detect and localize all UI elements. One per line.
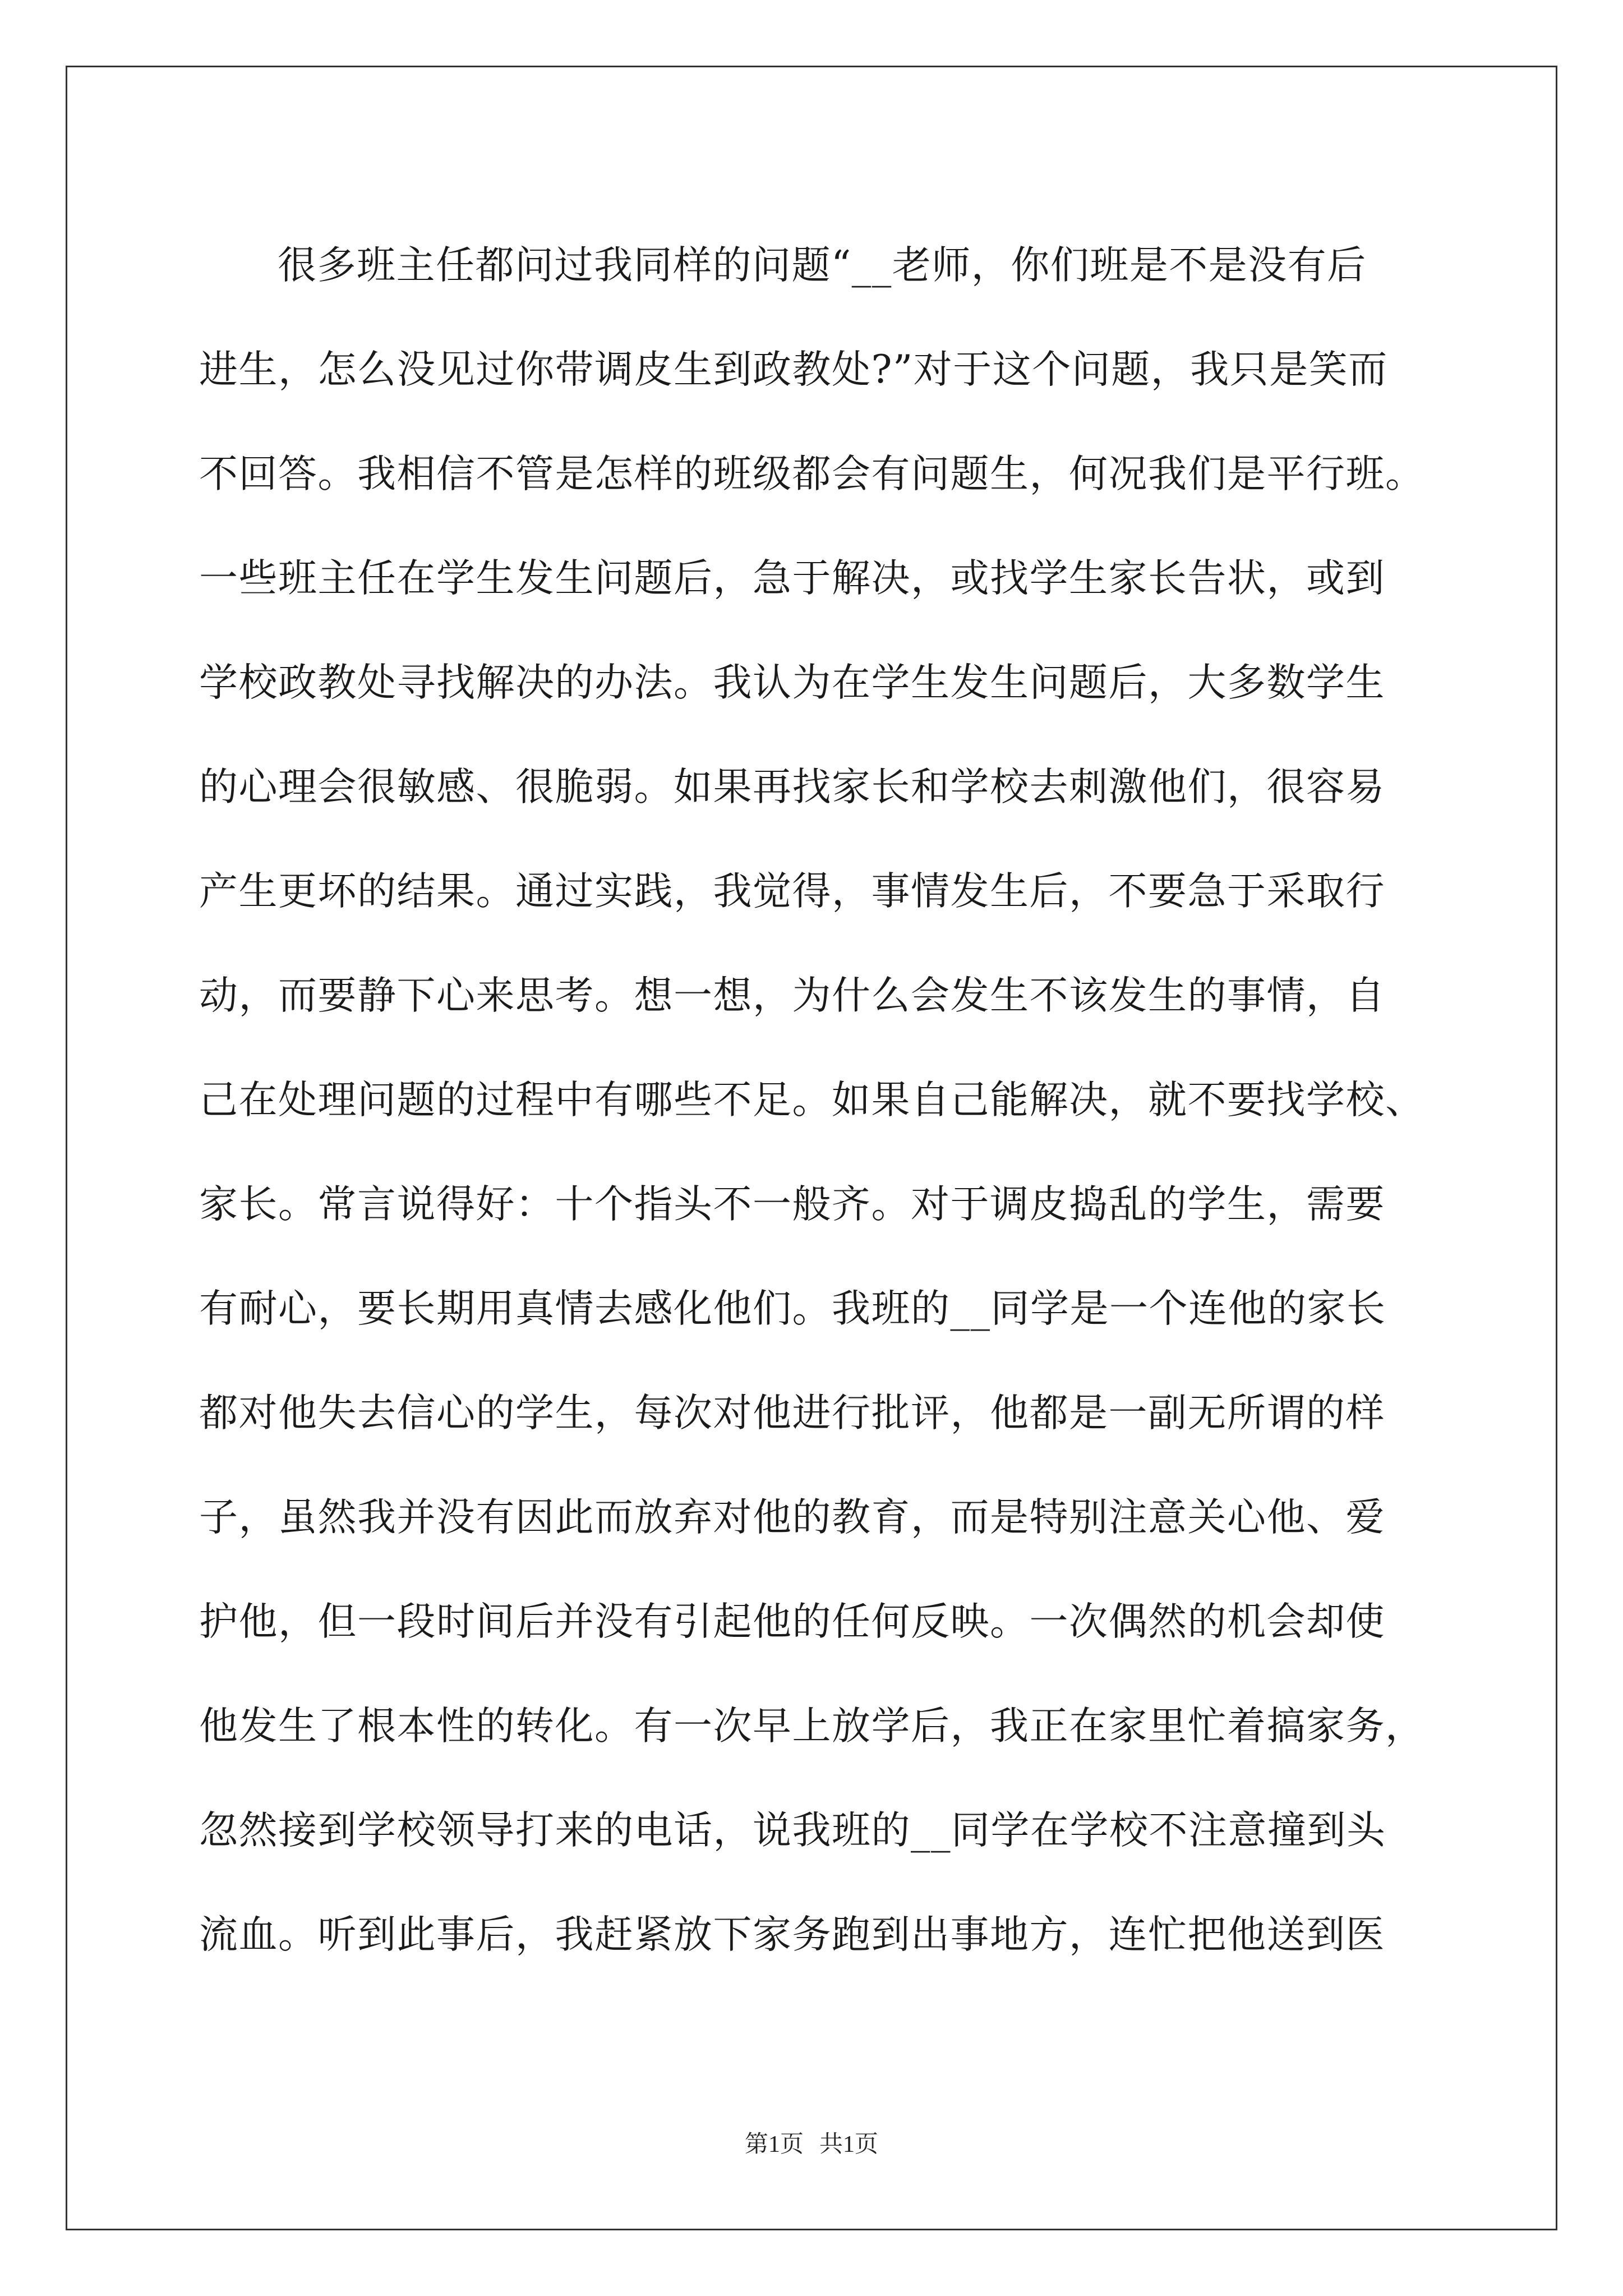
page-total: 共1页	[819, 2132, 879, 2157]
text-line-15: 他发生了根本性的转化。有一次早上放学后，我正在家里忙着搞家务，	[199, 1704, 1425, 1749]
text-line-16: 忽然接到学校领导打来的电话，说我班的__同学在学校不注意撞到头	[199, 1808, 1386, 1853]
text-line-12: 都对他失去信心的学生，每次对他进行批评，他都是一副无所谓的样	[199, 1391, 1385, 1435]
text-line-4: 一些班主任在学生发生问题后，急于解决，或找学生家长告状，或到	[199, 556, 1385, 601]
text-line-2: 进生，怎么没见过你带调皮生到政教处?”对于这个问题，我只是笑而	[199, 347, 1388, 392]
text-line-17: 流血。听到此事后，我赶紧放下家务跑到出事地方，连忙把他送到医	[199, 1912, 1385, 1957]
text-line-10: 家长。常言说得好：十个指头不一般齐。对于调皮捣乱的学生，需要	[199, 1182, 1385, 1227]
document-body	[199, 213, 1427, 1987]
text-line-9: 己在处理问题的过程中有哪些不足。如果自己能解决，就不要找学校、	[199, 1078, 1425, 1122]
text-line-11: 有耐心，要长期用真情去感化他们。我班的__同学是一个连他的家长	[199, 1286, 1386, 1331]
text-line-13: 子，虽然我并没有因此而放弃对他的教育，而是特别注意关心他、爱	[199, 1495, 1385, 1540]
text-line-6: 的心理会很敏感、很脆弱。如果再找家长和学校去刺激他们，很容易	[199, 765, 1385, 809]
text-line-8: 动，而要静下心来思考。想一想，为什么会发生不该发生的事情，自	[199, 973, 1385, 1018]
page-number: 第1页	[744, 2132, 804, 2157]
text-line-1: 很多班主任都问过我同样的问题“__老师，你们班是不是没有后	[278, 243, 1367, 288]
text-line-14: 护他，但一段时间后并没有引起他的任何反映。一次偶然的机会却使	[199, 1599, 1385, 1644]
text-line-5: 学校政教处寻找解决的办法。我认为在学生发生问题后，大多数学生	[199, 660, 1385, 705]
page-footer	[0, 2128, 1623, 2161]
text-line-3: 不回答。我相信不管是怎样的班级都会有问题生，何况我们是平行班。	[199, 452, 1425, 496]
text-line-7: 产生更坏的结果。通过实践，我觉得，事情发生后，不要急于采取行	[199, 869, 1385, 914]
